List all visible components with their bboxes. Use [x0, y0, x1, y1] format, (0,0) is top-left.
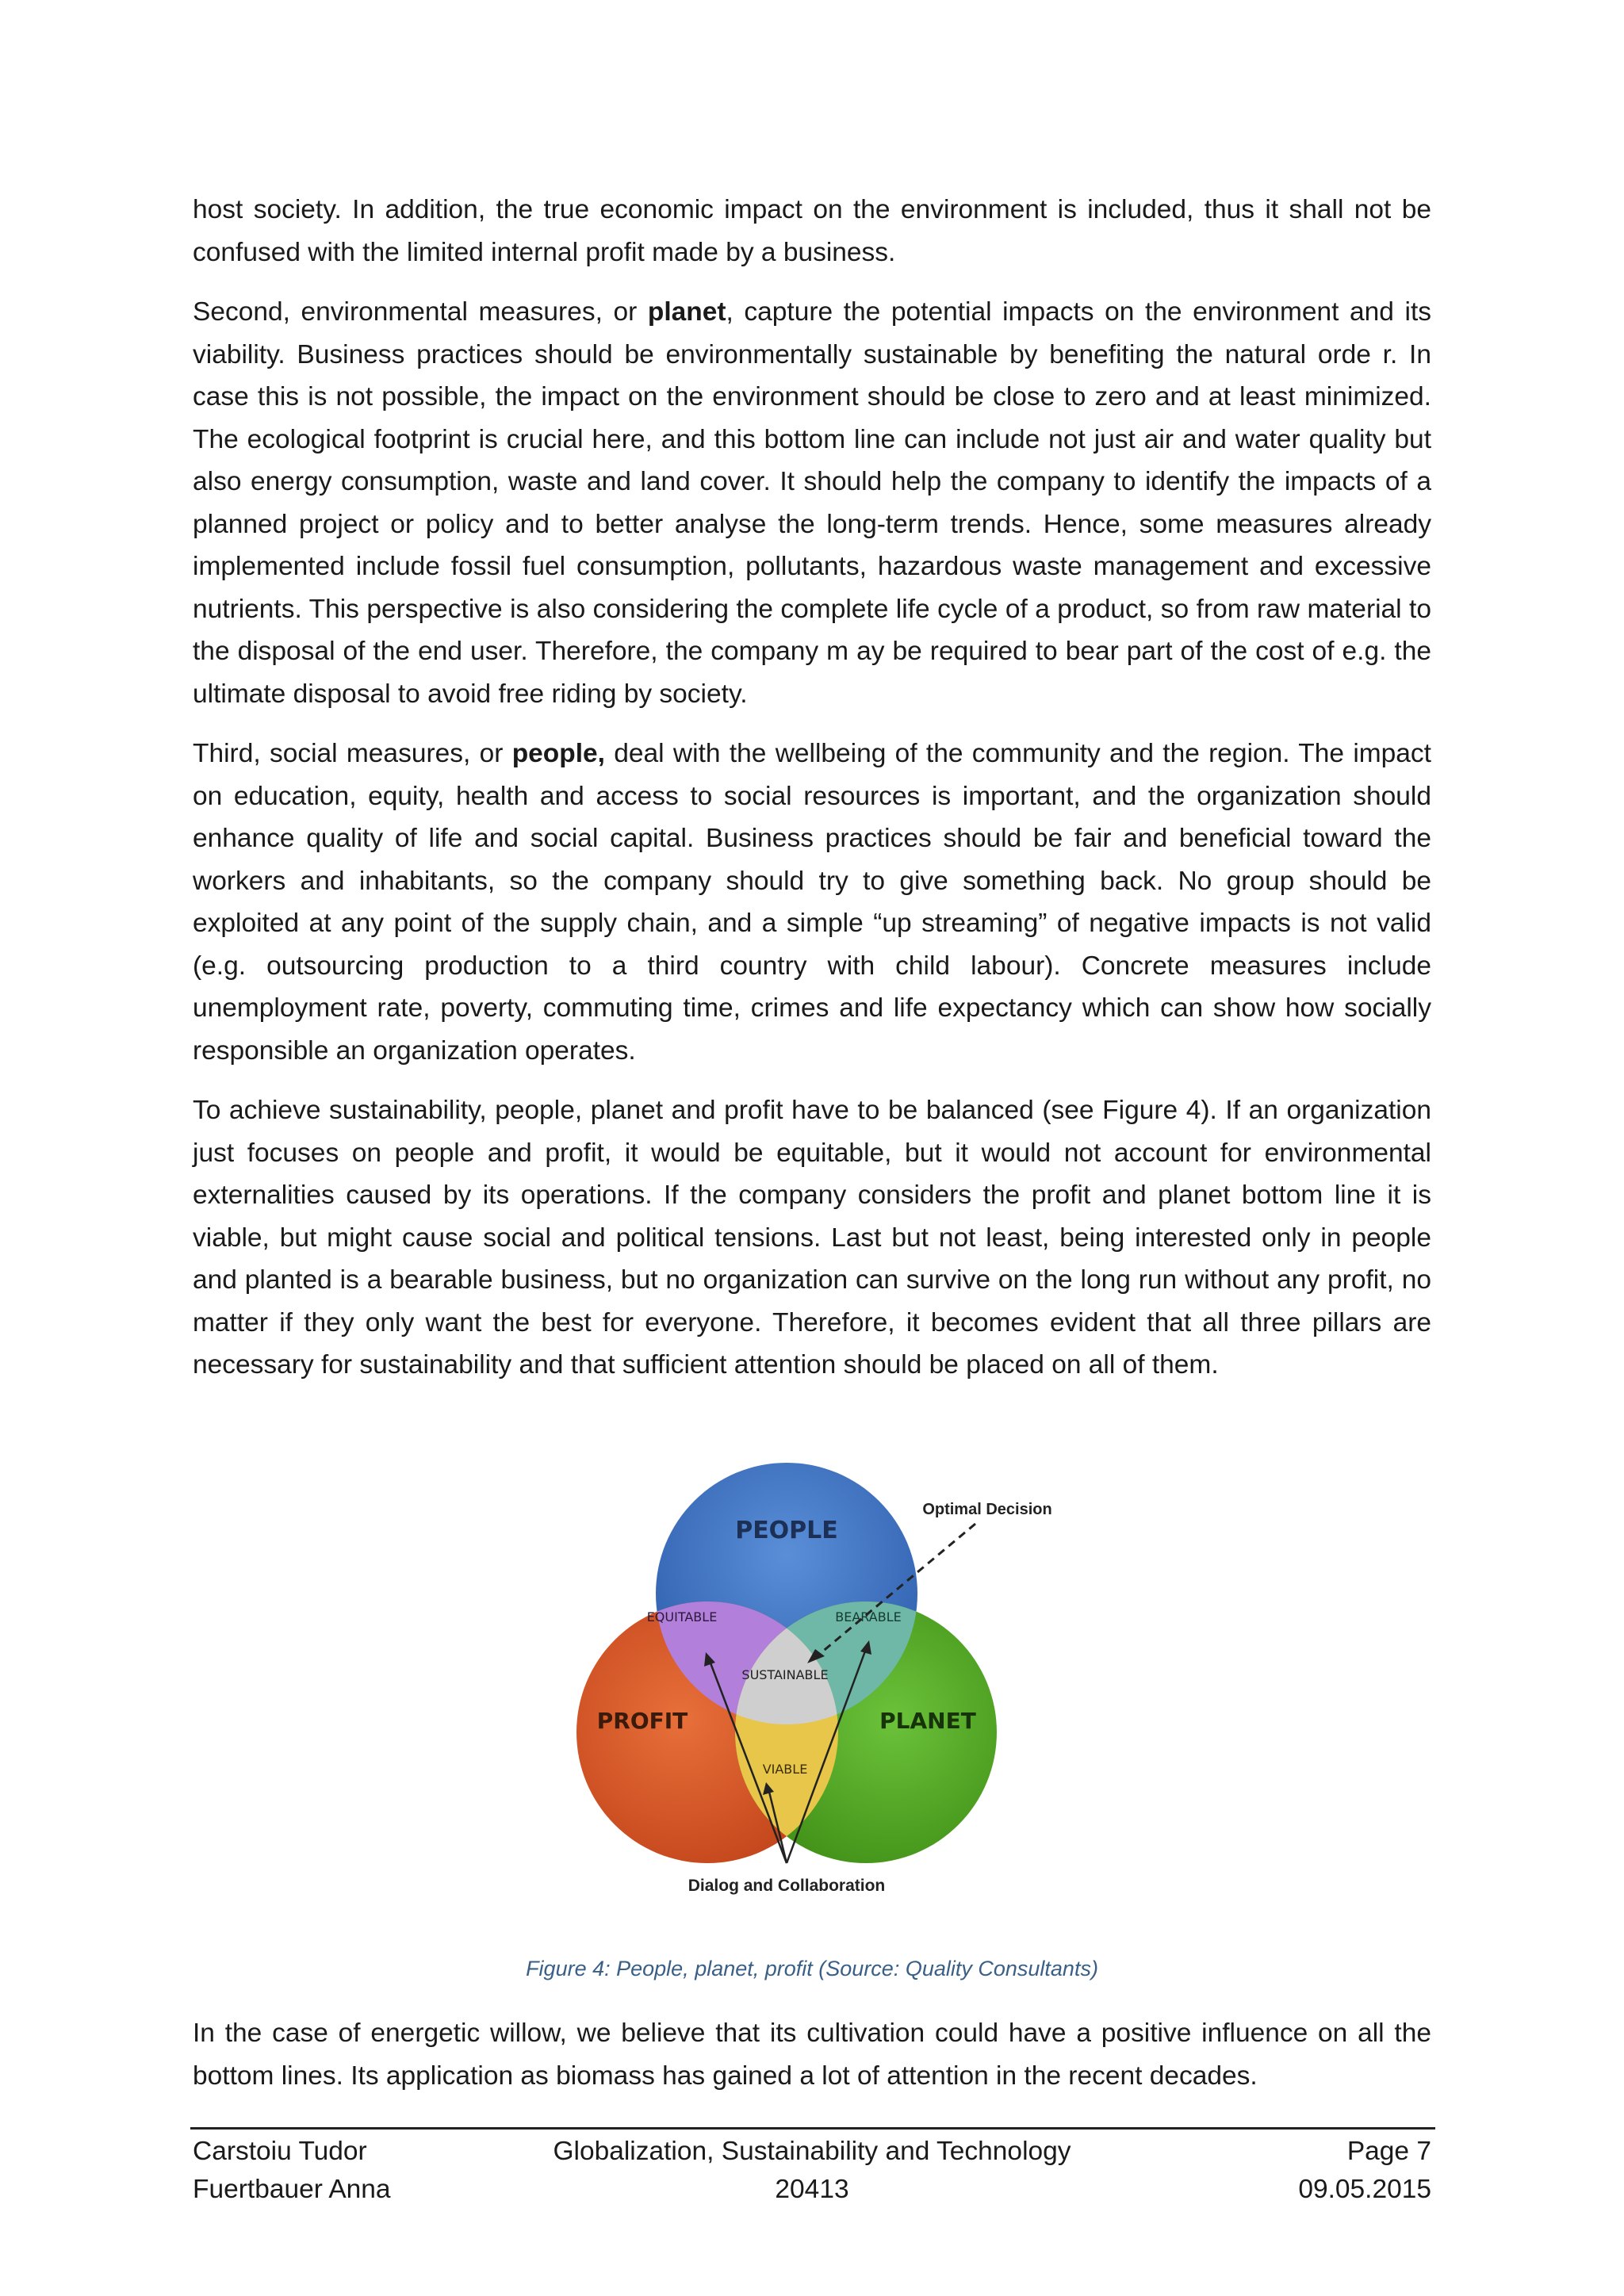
paragraph-3-rest: deal with the wellbeing of the community and the region. The impact on education, equity, health and access to social resources is important, and the organization should enhance quality of life and social capital. Business practices should be fair and beneficial toward the workers and inhabitants, so the company should try to give something back. No group should be exploited at any point of the supply chain, and a simple “up streaming” of negative impacts is not valid (e.g. outsourcing production to a third country with child labour). Concrete measures include unemployment rate, poverty, commuting time, crimes and life expectancy which can show how socially responsible an organization operates.: [193, 739, 1431, 1066]
label-viable: VIABLE: [762, 1762, 808, 1777]
label-profit: PROFIT: [596, 1708, 688, 1734]
paragraph-2-rest: , capture the potential impacts on the environment and its viability. Business practices should be environmentally sustainable by benefiting the natural orde r. In case this is not possible, the impact on the environment should be close to zero and at least minimized. The ecological footprint is crucial here, and this bottom line can include not just air and water quality but also energy consumption, waste and land cover. It should help the company to identify the impacts of a planned project or policy and to better analyse the long-term trends. Hence, some measures already implemented include fossil fuel consumption, pollutants, hazardous waste management and excessive nutrients. This perspective is also considering the complete life cycle of a product, so from raw material to the disposal of the end user. Therefore, the company m ay be required to bear part of the cost of e.g. the ultimate disposal to avoid free riding by society.: [193, 297, 1431, 709]
label-optimal-decision: Optimal Decision: [922, 1501, 1052, 1518]
label-equitable: EQUITABLE: [646, 1609, 718, 1624]
footer-page-number: Page 7: [1346, 2137, 1431, 2166]
paragraph-3: [193, 733, 1431, 1072]
paragraph-5: In the case of energetic willow, we believe that its cultivation could have a positive influence on all the bottom lines. Its application as biomass has gained a lot of attention in the recent decades.: [193, 2019, 1431, 2091]
footer-course-title: Globalization, Sustainability and Technology: [553, 2137, 1071, 2166]
label-planet: PLANET: [879, 1708, 976, 1734]
paragraph-4: To achieve sustainability, people, planet and profit have to be balanced (see Figure 4). If an organization just focuses on people and profit, it would be equitable, but it would not account for environmental externalities caused by its operations. If the company considers the profit and planet bottom line it is viable, but might cause social and political tensions. Last but not least, being interested only in people and planted is a bearable business, but no organization can survive on the long run without any profit, no matter if they only want the best for everyone. Therefore, it becomes evident that all three pillars are necessary for sustainability and that sufficient attention should be placed on all of them.: [193, 1096, 1431, 1380]
planet-emphasis: planet: [647, 297, 726, 327]
people-emphasis: people,: [511, 739, 605, 768]
label-dialog-collaboration: Dialog and Collaboration: [688, 1877, 886, 1895]
footer-divider: [190, 2127, 1435, 2130]
label-sustainable: SUSTAINABLE: [741, 1667, 829, 1682]
label-people: PEOPLE: [735, 1517, 838, 1544]
venn-diagram-figure: [555, 1459, 1071, 1911]
figure-caption: Figure 4: People, planet, profit (Source: Quality Consultants): [526, 1957, 1098, 1980]
footer-course-code: 20413: [775, 2175, 849, 2204]
label-bearable: BEARABLE: [835, 1609, 902, 1624]
paragraph-1: host society. In addition, the true economic impact on the environment is included, thus it shall not be confused with the limited internal profit made by a business.: [193, 195, 1431, 267]
body-text-continued: [193, 2012, 1431, 2097]
paragraph-3-start: Third, social measures, or: [193, 739, 512, 768]
footer-author-2: Fuertbauer Anna: [193, 2175, 391, 2204]
paragraph-2: [193, 291, 1431, 715]
body-text: [193, 189, 1431, 1404]
venn-diagram: [555, 1459, 1071, 1911]
paragraph-2-start: Second, environmental measures, or: [193, 297, 648, 327]
footer-date: 09.05.2015: [1298, 2175, 1431, 2204]
footer-page-info: [1298, 2133, 1431, 2209]
footer-author-1: Carstoiu Tudor: [193, 2137, 367, 2166]
footer-course: [193, 2133, 1431, 2209]
